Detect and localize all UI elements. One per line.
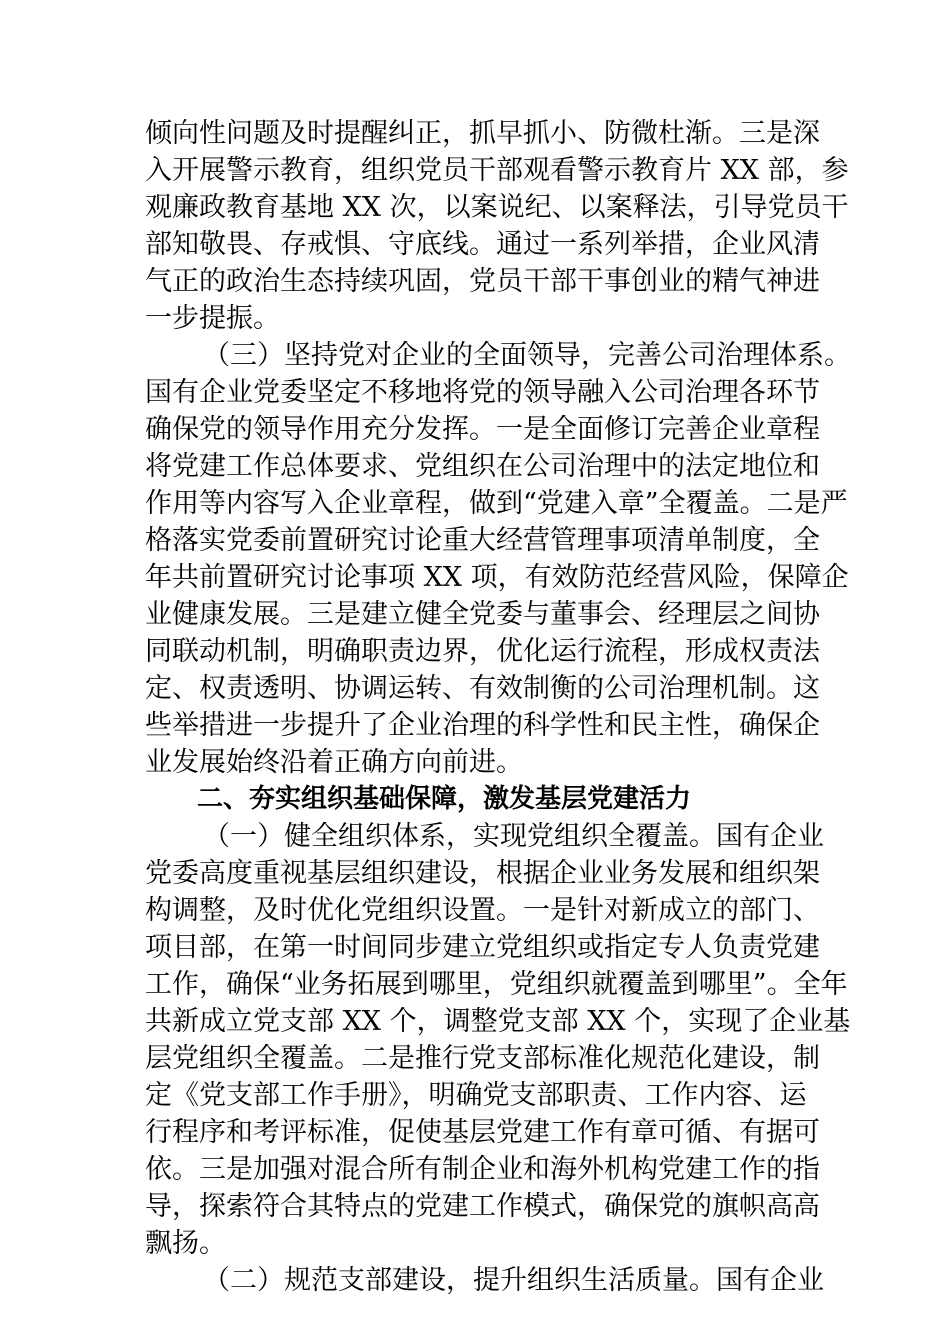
text-line: 业发展始终沿着正确方向前进。 (145, 747, 523, 778)
text-line: 国有企业党委坚定不移地将党的领导融入公司治理各环节 (145, 377, 820, 408)
text-line: 些举措进一步提升了企业治理的科学性和民主性，确保企 (145, 710, 820, 741)
text-line: 定《党支部工作手册》，明确党支部职责、工作内容、运 (145, 1080, 807, 1111)
text-line: 倾向性问题及时提醒纠正，抓早抓小、防微杜渐。三是深 (145, 118, 820, 149)
text-line: 定、权责透明、协调运转、有效制衡的公司治理机制。这 (145, 673, 820, 704)
text-line: 项目部，在第一时间同步建立党组织或指定专人负责党建 (145, 932, 820, 963)
text-line: 层党组织全覆盖。二是推行党支部标准化规范化建设，制 (145, 1043, 820, 1074)
text-line: 部知敬畏、存戒惧、守底线。通过一系列举措，企业风清 (145, 229, 820, 260)
body-text (145, 115, 851, 1299)
text-line: 行程序和考评标准，促使基层党建工作有章可循、有据可 (145, 1117, 820, 1148)
text-line: 气正的政治生态持续巩固，党员干部干事创业的精气神进 (145, 266, 820, 297)
text-line: 入开展警示教育，组织党员干部观看警示教育片 XX 部，参 (145, 155, 849, 186)
text-line: 构调整，及时优化党组织设置。一是针对新成立的部门、 (145, 895, 820, 926)
text-line: 格落实党委前置研究讨论重大经营管理事项清单制度，全 (145, 525, 820, 556)
text-line: 工作，确保“业务拓展到哪里，党组织就覆盖到哪里”。全年 (145, 969, 848, 1000)
text-line: 飘扬。 (145, 1228, 226, 1259)
text-line: 作用等内容写入企业章程，做到“党建入章”全覆盖。二是严 (145, 488, 848, 519)
subsection-heading-2: （二）规范支部建设，提升组织生活质量。国有企业 (203, 1265, 824, 1296)
text-line: 一步提振。 (145, 303, 280, 334)
subsection-heading-3: （三）坚持党对企业的全面领导，完善公司治理体系。 (203, 340, 851, 371)
text-line: 党委高度重视基层组织建设，根据企业业务发展和组织架 (145, 858, 820, 889)
text-line: 共新成立党支部 XX 个，调整党支部 XX 个，实现了企业基 (145, 1006, 851, 1037)
text-line: 观廉政教育基地 XX 次，以案说纪、以案释法，引导党员干 (145, 192, 849, 223)
text-line: 确保党的领导作用充分发挥。一是全面修订完善企业章程 (145, 414, 820, 445)
subsection-heading-1: （一）健全组织体系，实现党组织全覆盖。国有企业 (203, 821, 824, 852)
section-heading-2: 二、夯实组织基础保障，激发基层党建活力 (197, 784, 692, 814)
text-line: 依。三是加强对混合所有制企业和海外机构党建工作的指 (145, 1154, 820, 1185)
text-line: 同联动机制，明确职责边界，优化运行流程，形成权责法 (145, 636, 820, 667)
text-line: 导，探索符合其特点的党建工作模式，确保党的旗帜高高 (145, 1191, 820, 1222)
text-line: 将党建工作总体要求、党组织在公司治理中的法定地位和 (145, 451, 820, 482)
text-line: 业健康发展。三是建立健全党委与董事会、经理层之间协 (145, 599, 820, 630)
text-line: 年共前置研究讨论事项 XX 项，有效防范经营风险，保障企 (145, 562, 849, 593)
